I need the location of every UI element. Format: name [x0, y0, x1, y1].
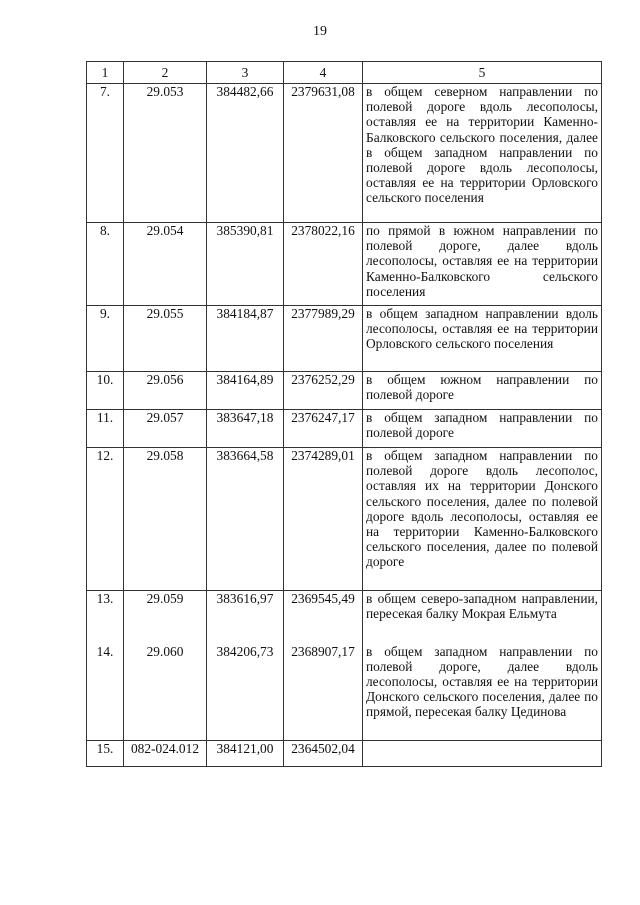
- point-id: 29.059: [124, 591, 207, 644]
- table-row: [87, 644, 602, 741]
- boundary-description: в общем северо-западном направлении, пересекая балку Мокрая Ельмута: [363, 591, 602, 644]
- row-number: 9.: [87, 306, 124, 372]
- boundary-description: в общем западном направлении по полевой дороге: [363, 410, 602, 448]
- x-coordinate: 383647,18: [207, 410, 284, 448]
- table-row: [87, 591, 602, 644]
- table-row: [87, 223, 602, 306]
- column-header-2: 2: [124, 62, 207, 84]
- table-row: [87, 306, 602, 372]
- x-coordinate: 384121,00: [207, 741, 284, 767]
- row-number: 7.: [87, 84, 124, 223]
- y-coordinate: 2374289,01: [284, 448, 363, 591]
- x-coordinate: 383616,97: [207, 591, 284, 644]
- y-coordinate: 2369545,49: [284, 591, 363, 644]
- x-coordinate: 385390,81: [207, 223, 284, 306]
- boundary-points-table: [86, 61, 602, 767]
- y-coordinate: 2368907,17: [284, 644, 363, 741]
- point-id: 29.056: [124, 372, 207, 410]
- x-coordinate: 384206,73: [207, 644, 284, 741]
- table-row: [87, 84, 602, 223]
- table-row: [87, 410, 602, 448]
- boundary-description: в общем южном направлении по полевой дороге: [363, 372, 602, 410]
- y-coordinate: 2379631,08: [284, 84, 363, 223]
- boundary-description: в общем западном направлении вдоль лесополосы, оставляя ее на территории Орловского сельского поселения: [363, 306, 602, 372]
- point-id: 29.054: [124, 223, 207, 306]
- boundary-description: в общем западном направлении по полевой дороге вдоль лесополос, оставляя их на территории Донского сельского поселения, далее по полевой дороге вдоль лесополосы, оставляя ее на территории Каменно-Балковского сельского поселения, далее по полевой дороге: [363, 448, 602, 591]
- table-header-row: [87, 62, 602, 84]
- y-coordinate: 2364502,04: [284, 741, 363, 767]
- page-number: 19: [313, 24, 327, 39]
- point-id: 29.055: [124, 306, 207, 372]
- row-number: 11.: [87, 410, 124, 448]
- table-row: [87, 372, 602, 410]
- row-number: 15.: [87, 741, 124, 767]
- y-coordinate: 2376247,17: [284, 410, 363, 448]
- point-id: 082-024.012: [124, 741, 207, 767]
- boundary-description: по прямой в южном направлении по полевой дороге, далее вдоль лесополосы, оставляя ее на территории Каменно-Балковского сельского поселения: [363, 223, 602, 306]
- boundary-description: [363, 741, 602, 767]
- y-coordinate: 2377989,29: [284, 306, 363, 372]
- x-coordinate: 384184,87: [207, 306, 284, 372]
- column-header-4: 4: [284, 62, 363, 84]
- x-coordinate: 384482,66: [207, 84, 284, 223]
- table-row: [87, 741, 602, 767]
- point-id: 29.060: [124, 644, 207, 741]
- column-header-3: 3: [207, 62, 284, 84]
- x-coordinate: 383664,58: [207, 448, 284, 591]
- point-id: 29.057: [124, 410, 207, 448]
- boundary-description: в общем западном направлении по полевой дороге, далее вдоль лесополосы, оставляя ее на территории Донского сельского поселения, далее по прямой, пересекая балку Цединова: [363, 644, 602, 741]
- row-number: 13.: [87, 591, 124, 644]
- point-id: 29.058: [124, 448, 207, 591]
- column-header-5: 5: [363, 62, 602, 84]
- boundary-description: в общем северном направлении по полевой дороге вдоль лесополосы, оставляя ее на территории Каменно-Балковского сельского поселения, далее в общем западном направлении по полевой дороге вдоль лесополосы, оставляя ее на территории Орловского сельского поселения: [363, 84, 602, 223]
- row-number: 12.: [87, 448, 124, 591]
- y-coordinate: 2376252,29: [284, 372, 363, 410]
- row-number: 14.: [87, 644, 124, 741]
- table-row: [87, 448, 602, 591]
- row-number: 8.: [87, 223, 124, 306]
- point-id: 29.053: [124, 84, 207, 223]
- column-header-1: 1: [87, 62, 124, 84]
- x-coordinate: 384164,89: [207, 372, 284, 410]
- y-coordinate: 2378022,16: [284, 223, 363, 306]
- row-number: 10.: [87, 372, 124, 410]
